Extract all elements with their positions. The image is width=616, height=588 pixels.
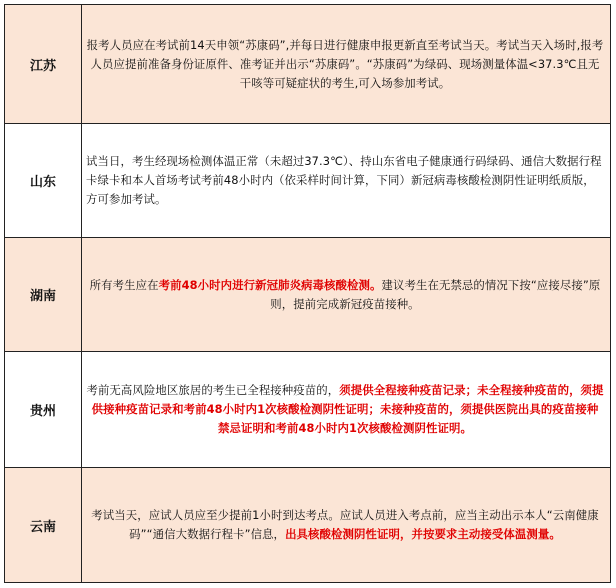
table-row bbox=[5, 468, 610, 582]
policy-text-segment: 报考人员应在考试前14天申领“苏康码”,并每日进行健康申报更新直至考试当天。考试当天入场时,报考人员应提前准备身份证原件、准考证并出示“苏康码”。“苏康码”为绿码、现场测量体温<37.3℃且无干咳等可疑症状的考生,可入场参加考试。 bbox=[86, 37, 604, 90]
policy-text bbox=[86, 506, 604, 544]
exam-policy-table bbox=[4, 4, 611, 583]
policy-text-highlight: 出具核酸检测阴性证明，并按要求主动接受体温测量。 bbox=[285, 527, 561, 541]
policy-text bbox=[86, 152, 604, 209]
province-cell: 云南 bbox=[5, 468, 82, 582]
table-row bbox=[5, 238, 610, 352]
policy-text-highlight: 须提供全程接种疫苗记录；未全程接种疫苗的，须提供接种疫苗记录和考前48小时内1次核酸检测阴性证明；未接种疫苗的，须提供医院出具的疫苗接种禁忌证明和考前48小时内1次核酸检测阴性证明。 bbox=[91, 383, 604, 435]
policy-cell bbox=[82, 124, 610, 237]
policy-cell bbox=[82, 238, 610, 351]
policy-text-highlight: 考前48小时内进行新冠肺炎病毒核酸检测。 bbox=[158, 277, 382, 292]
province-cell: 贵州 bbox=[5, 352, 82, 467]
policy-text bbox=[86, 36, 604, 93]
policy-cell bbox=[82, 352, 610, 467]
policy-text-segment: 试当日，考生经现场检测体温正常（未超过37.3℃）、持山东省电子健康通行码绿码、通信大数据行程卡绿卡和本人首场考试考前48小时内（依采样时间计算，下同）新冠病毒核酸检测阴性证明纸质版，方可参加考试。 bbox=[86, 154, 602, 206]
policy-text bbox=[86, 381, 604, 438]
policy-cell bbox=[82, 5, 610, 123]
policy-text-segment: 考试当天，应试人员应至少提前1小时到达考点。应试人员进入考点前，应当主动出示本人“云南健康码”“通信大数据行程卡”信息， bbox=[91, 508, 599, 541]
province-cell: 江苏 bbox=[5, 5, 82, 123]
province-cell: 湖南 bbox=[5, 238, 82, 351]
table-row bbox=[5, 5, 610, 124]
table-row bbox=[5, 352, 610, 468]
policy-text-segment: 所有考生应在 bbox=[89, 277, 159, 292]
policy-cell bbox=[82, 468, 610, 582]
policy-text bbox=[86, 276, 604, 314]
province-cell: 山东 bbox=[5, 124, 82, 237]
table-row bbox=[5, 124, 610, 238]
policy-text-segment: 考前无高风险地区旅居的考生已全程接种疫苗的， bbox=[86, 383, 340, 397]
policy-text-segment: 建议考生在无禁忌的情况下按“应接尽接”原则，提前完成新冠疫苗接种。 bbox=[270, 277, 601, 311]
